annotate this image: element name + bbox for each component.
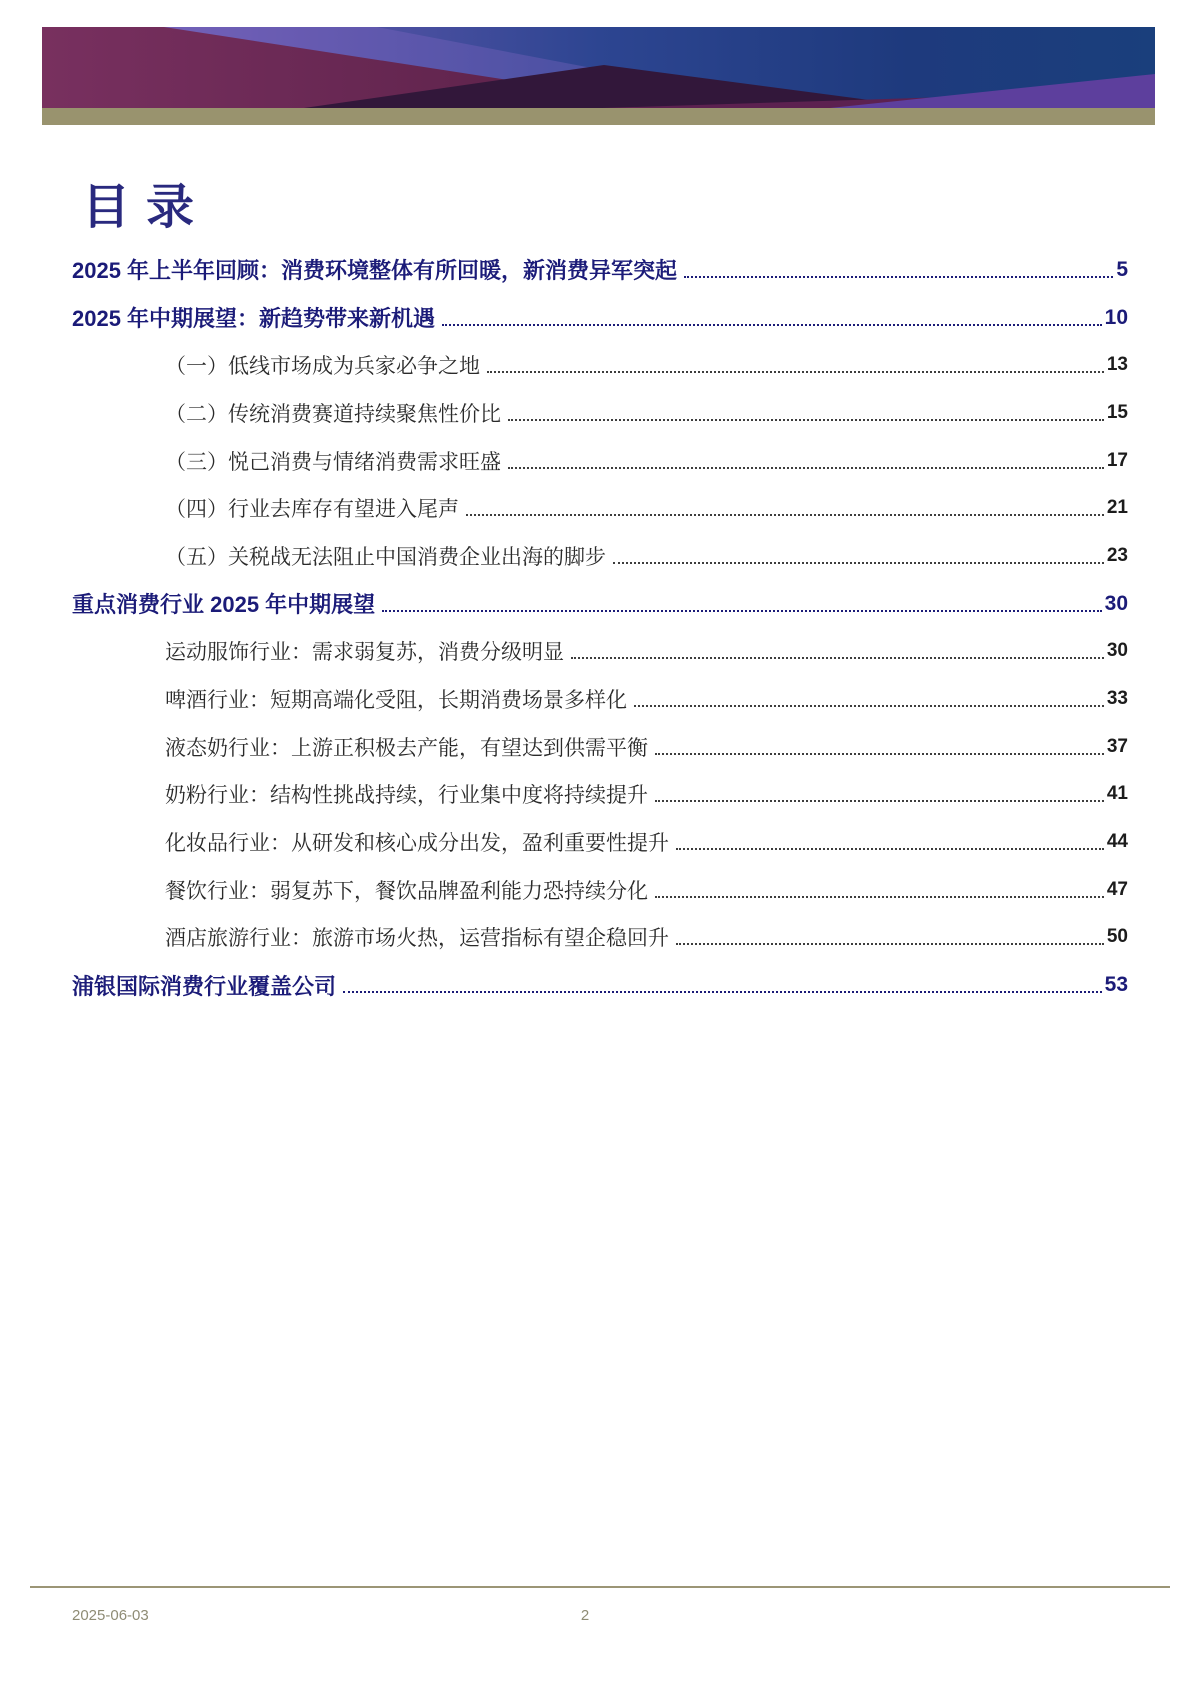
toc-page-number: 30: [1106, 640, 1128, 662]
toc-page-number: 47: [1106, 878, 1128, 900]
toc-title: 酒店旅游行业：旅游市场火热，运营指标有望企稳回升: [165, 926, 669, 951]
toc-page-number: 30: [1104, 591, 1128, 615]
toc-page-number: 41: [1106, 783, 1128, 805]
toc-dot-leader: [676, 943, 1104, 945]
toc-title: （四）行业去库存有望进入尾声: [165, 497, 459, 522]
toc-entry[interactable]: [72, 961, 1128, 1009]
toc-title: 啤酒行业：短期高端化受阻，长期消费场景多样化: [165, 688, 627, 713]
toc-page-number: 21: [1106, 497, 1128, 519]
toc-page-number: 10: [1104, 305, 1128, 329]
toc-dot-leader: [613, 562, 1104, 564]
footer-date: 2025-06-03: [72, 1607, 149, 1624]
toc-dot-leader: [466, 514, 1104, 516]
toc-dot-leader: [655, 896, 1104, 898]
toc-page-number: 15: [1106, 401, 1128, 423]
toc-entry[interactable]: [72, 341, 1128, 389]
toc-entry[interactable]: [72, 866, 1128, 914]
toc-title: （三）悦己消费与情绪消费需求旺盛: [165, 449, 501, 474]
toc-entry[interactable]: [72, 580, 1128, 628]
toc-page-number: 44: [1106, 831, 1128, 853]
toc-entry[interactable]: [72, 914, 1128, 962]
toc-entry[interactable]: [72, 532, 1128, 580]
banner-olive-strip: [42, 108, 1155, 125]
toc-page-number: 53: [1104, 973, 1128, 997]
toc-dot-leader: [684, 276, 1113, 278]
toc-page-number: 33: [1106, 688, 1128, 710]
toc-title: 2025 年中期展望：新趋势带来新机遇: [72, 306, 436, 332]
toc-dot-leader: [343, 991, 1102, 993]
toc-entry[interactable]: [72, 723, 1128, 771]
toc-title: （二）传统消费赛道持续聚焦性价比: [165, 401, 501, 426]
toc-page-number: 5: [1116, 257, 1128, 281]
toc-dot-leader: [442, 324, 1102, 326]
toc-title: （一）低线市场成为兵家必争之地: [165, 354, 480, 379]
page-title: 目 录: [82, 181, 197, 234]
toc-title: 2025 年上半年回顾：消费环境整体有所回暖，新消费异军突起: [72, 258, 678, 284]
header-banner-graphic: [42, 27, 1155, 125]
toc-dot-leader: [634, 705, 1104, 707]
header-banner: [42, 27, 1155, 125]
toc-entry[interactable]: [72, 818, 1128, 866]
toc-entry[interactable]: [72, 675, 1128, 723]
toc-title: 餐饮行业：弱复苏下，餐饮品牌盈利能力恐持续分化: [165, 878, 648, 903]
toc-entry[interactable]: [72, 484, 1128, 532]
toc-title: 浦银国际消费行业覆盖公司: [72, 973, 337, 999]
toc-entry[interactable]: [72, 437, 1128, 485]
toc-page-number: 23: [1106, 544, 1128, 566]
toc-dot-leader: [382, 610, 1101, 612]
toc-entry[interactable]: [72, 246, 1128, 294]
toc-title: 运动服饰行业：需求弱复苏，消费分级明显: [165, 640, 564, 665]
toc-entry[interactable]: [72, 389, 1128, 437]
footer-page-number: 2: [580, 1607, 590, 1624]
toc-entry[interactable]: [72, 771, 1128, 819]
toc-title: 奶粉行业：结构性挑战持续，行业集中度将持续提升: [165, 783, 648, 808]
toc-dot-leader: [571, 657, 1104, 659]
toc-dot-leader: [655, 800, 1104, 802]
toc-title: 液态奶行业：上游正积极去产能，有望达到供需平衡: [165, 735, 648, 760]
toc-entry[interactable]: [72, 628, 1128, 676]
toc-entry[interactable]: [72, 294, 1128, 342]
toc-title: 重点消费行业 2025 年中期展望: [72, 592, 376, 618]
toc-page-number: 50: [1106, 926, 1128, 948]
footer-divider: [30, 1586, 1170, 1588]
toc-title: 化妆品行业：从研发和核心成分出发，盈利重要性提升: [165, 831, 669, 856]
toc-page-number: 37: [1106, 735, 1128, 757]
toc-dot-leader: [676, 848, 1104, 850]
toc-dot-leader: [655, 753, 1104, 755]
toc-dot-leader: [508, 419, 1104, 421]
toc-page-number: 17: [1106, 449, 1128, 471]
toc-dot-leader: [508, 467, 1104, 469]
toc-title: （五）关税战无法阻止中国消费企业出海的脚步: [165, 544, 606, 569]
toc-dot-leader: [487, 371, 1104, 373]
toc-page-number: 13: [1106, 354, 1128, 376]
table-of-contents: [72, 246, 1128, 1009]
